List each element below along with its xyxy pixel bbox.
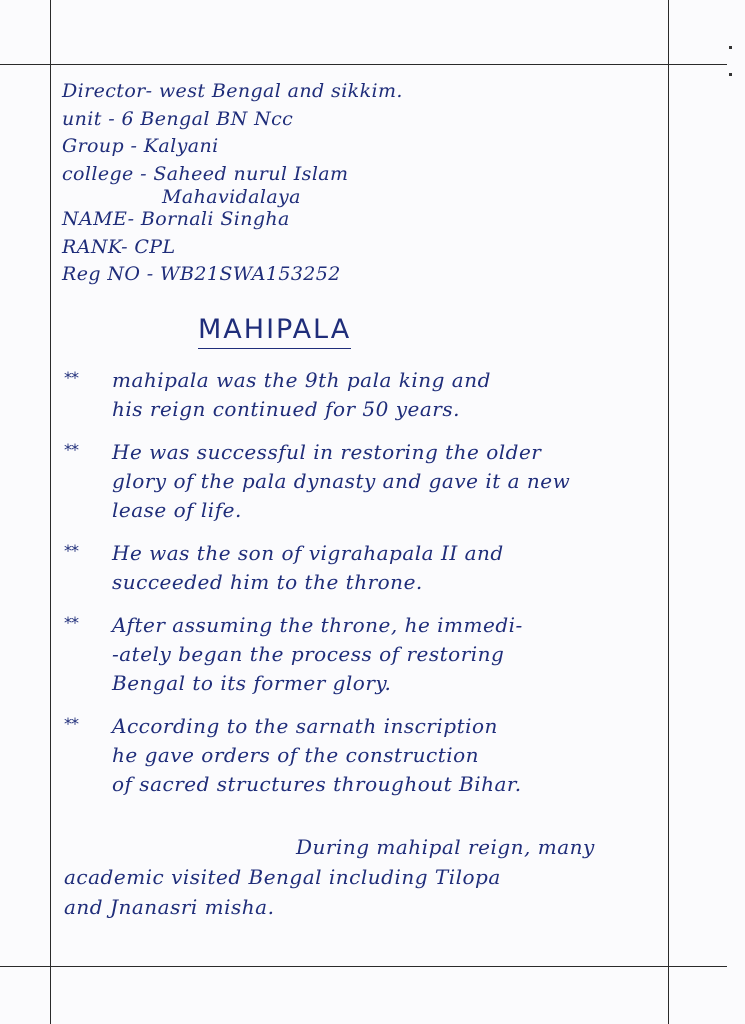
point-line: his reign continued for 50 years. <box>112 397 460 421</box>
bullet-mark: ** <box>64 714 78 733</box>
closing-line: During mahipal reign, many <box>296 835 595 859</box>
point-line: he gave orders of the construction <box>112 743 480 767</box>
header-block <box>62 78 622 289</box>
point-line: lease of life. <box>112 498 242 522</box>
bullet-mark: ** <box>64 440 78 459</box>
point-line: He was the son of vigrahapala II and <box>112 541 504 565</box>
points-list <box>64 366 664 813</box>
header-name: NAME- Bornali Singha <box>62 208 290 230</box>
list-item <box>64 712 664 799</box>
list-item <box>64 366 664 424</box>
edge-mark <box>729 73 732 76</box>
header-unit: unit - 6 Bengal BN Ncc <box>62 107 294 130</box>
edge-mark <box>729 46 732 49</box>
left-margin-line <box>50 0 51 1024</box>
point-line: mahipala was the 9th pala king and <box>112 368 491 392</box>
point-line: of sacred structures throughout Bihar. <box>112 772 522 796</box>
point-line: -ately began the process of restoring <box>112 642 505 666</box>
closing-line: academic visited Bengal including Tilopa <box>64 865 501 889</box>
point-line: After assuming the throne, he immedi- <box>112 613 523 637</box>
header-college-cont: Mahavidalaya <box>162 186 301 208</box>
header-rank: RANK- CPL <box>62 235 176 258</box>
point-line: He was successful in restoring the older <box>112 440 542 464</box>
point-line: According to the sarnath inscription <box>112 714 498 738</box>
right-margin-line <box>668 0 669 1024</box>
point-line: Bengal to its former glory. <box>112 671 392 695</box>
header-group: Group - Kalyani <box>62 135 219 157</box>
point-line: succeeded him to the throne. <box>112 570 423 594</box>
bottom-margin-line <box>0 966 727 967</box>
bullet-mark: ** <box>64 368 78 387</box>
header-reg-no: Reg NO - WB21SWA153252 <box>62 263 341 285</box>
point-line: glory of the pala dynasty and gave it a new <box>112 469 571 493</box>
bullet-mark: ** <box>64 541 78 560</box>
closing-paragraph <box>64 832 664 922</box>
page-title: MAHIPALA <box>198 314 351 349</box>
list-item <box>64 539 664 597</box>
header-director: Director- west Bengal and sikkim. <box>62 80 403 102</box>
header-college: college - Saheed nurul Islam <box>62 162 349 185</box>
list-item <box>64 438 664 525</box>
closing-line: and Jnanasri misha. <box>64 895 275 919</box>
top-margin-line <box>0 64 727 65</box>
bullet-mark: ** <box>64 613 78 632</box>
list-item <box>64 611 664 698</box>
